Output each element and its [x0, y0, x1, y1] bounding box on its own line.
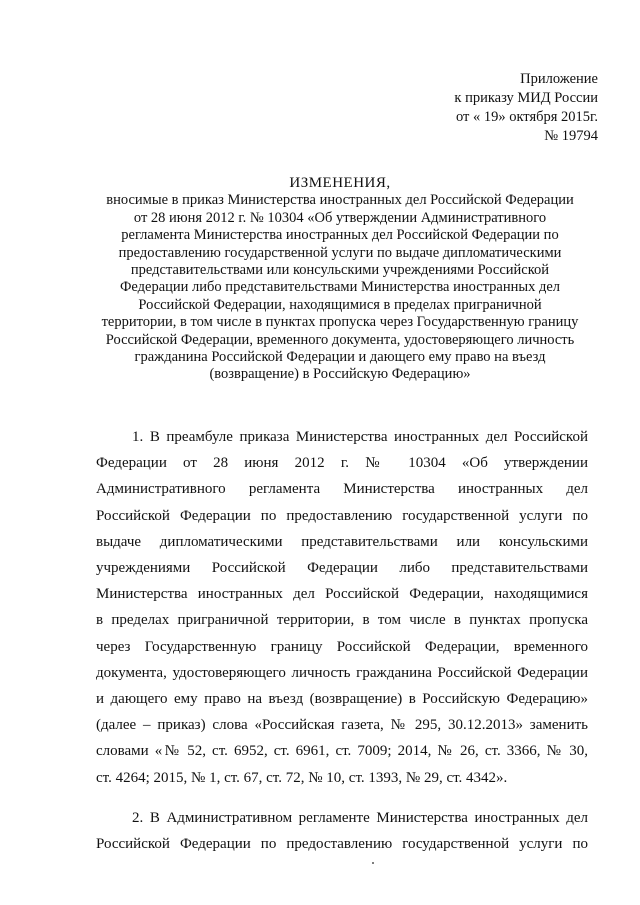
body-line: и дающего ему право на въезд (возвращение) в Российскую Федерацию» — [96, 691, 588, 708]
title-line: (возвращение) в Российскую Федерацию» — [209, 366, 471, 383]
title-line: вносимые в приказ Министерства иностранных дел Российской Федерации — [106, 192, 574, 209]
body-line: Административного регламента Министерства иностранных дел — [96, 481, 588, 498]
scan-speck — [372, 862, 374, 864]
body-line: через Государственную границу Российской Федерации, временного — [96, 638, 588, 655]
body-line: Федерации от 28 июня 2012 г. № 10304 «Об утверждении — [96, 455, 588, 472]
title-line: Федерации либо представительствами Министерства иностранных дел — [119, 279, 561, 296]
body-line: документа, удостоверяющего личность гражданина Российской Федерации — [96, 664, 588, 681]
body-line: словами «№ 52, ст. 6952, ст. 6961, ст. 7009; 2014, № 26, ст. 3366, № 30, — [96, 743, 588, 760]
title-line: представительствами или консульскими учреждениями Российской — [130, 262, 550, 279]
body-line: Российской Федерации по предоставлению государственной услуги по — [96, 507, 588, 524]
title-line: регламента Министерства иностранных дел Российской Федерации по — [121, 227, 559, 244]
paragraph-gap — [96, 791, 588, 805]
body-line: Российской Федерации по предоставлению государственной услуги по — [96, 836, 588, 853]
document-heading: ИЗМЕНЕНИЯ, — [289, 175, 391, 191]
body-line: в пределах приграничной территории, в том числе в пунктах пропуска — [96, 612, 588, 629]
body-line: 2. В Административном регламенте Министерства иностранных дел — [132, 809, 588, 826]
body-line: (далее – приказ) слова «Российская газета, № 295, 30.12.2013» заменить — [96, 717, 588, 734]
body-line: выдаче дипломатическими представительствами или консульскими — [96, 533, 588, 550]
paragraph-2 — [96, 805, 588, 857]
title-block — [90, 175, 590, 384]
title-line: предоставлению государственной услуги по выдаче дипломатическими — [118, 244, 562, 261]
body-line: Министерства иностранных дел Российской Федерации, находящимися — [96, 586, 588, 603]
appendix-block — [454, 70, 598, 146]
title-line: Российской Федерации, находящимися в пределах приграничной — [138, 296, 542, 313]
body-line: 1. В преамбуле приказа Министерства иностранных дел Российской — [132, 429, 588, 445]
body-line: ст. 4264; 2015, № 1, ст. 67, ст. 72, № 10, ст. 1393, № 29, ст. 4342». — [96, 769, 508, 786]
appendix-order-ref: к приказу МИД России — [454, 90, 598, 106]
title-line: территории, в том числе в пунктах пропуска через Государственную границу — [101, 314, 579, 331]
appendix-date: от « 19» октября 2015г. — [455, 109, 598, 125]
title-line: от 28 июня 2012 г. № 10304 «Об утверждении Административного — [133, 209, 547, 226]
title-line: Российской Федерации, временного документа, удостоверяющего личность — [105, 331, 575, 348]
appendix-label: Приложение — [520, 71, 598, 87]
body-line: учреждениями Российской Федерации либо представительствами — [96, 560, 588, 577]
document-body — [96, 424, 588, 857]
title-line: гражданина Российской Федерации и дающего ему право на въезд — [134, 349, 546, 366]
appendix-number: № 19794 — [544, 128, 598, 144]
paragraph-1 — [96, 424, 588, 791]
